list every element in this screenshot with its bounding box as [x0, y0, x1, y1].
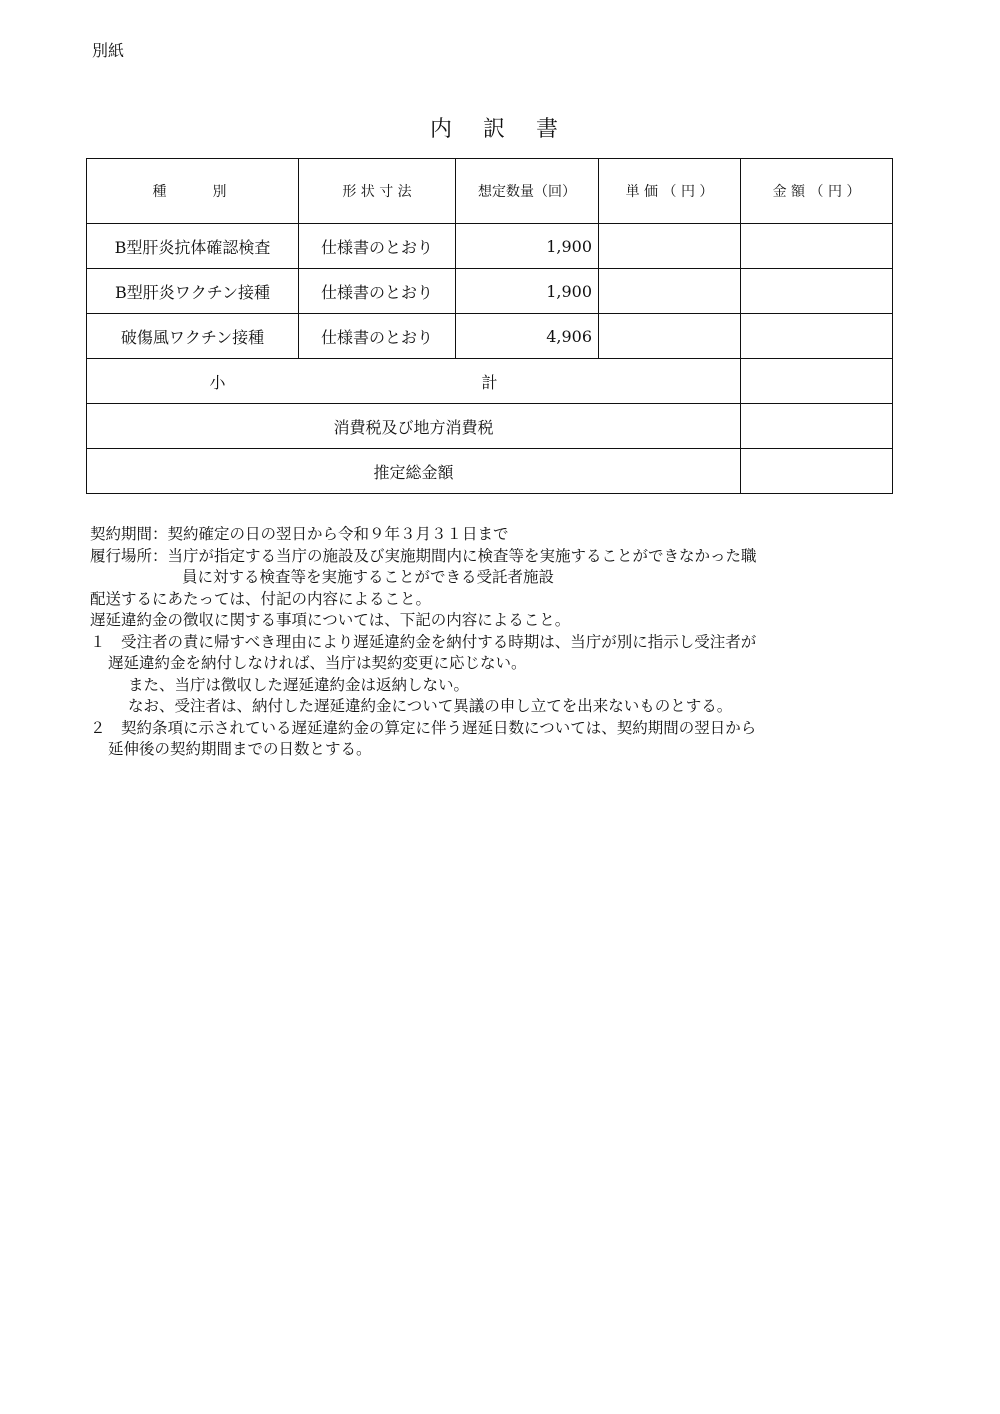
breakdown-table	[86, 158, 893, 494]
delivery-note: 配送するにあたっては、付記の内容によること。	[90, 589, 432, 608]
subtotal-amount	[741, 359, 893, 404]
table-row	[87, 224, 893, 269]
header-quantity: 想定数量（回）	[456, 159, 599, 224]
header-type: 種 別	[87, 159, 299, 224]
row-quantity: 1,900	[456, 269, 599, 314]
total-row	[87, 449, 893, 494]
total-label: 推定総金額	[87, 449, 741, 494]
header-amount: 金 額 （ 円 ）	[741, 159, 893, 224]
subtotal-row	[87, 359, 893, 404]
penalty-item-1-cont: 遅延違約金を納付しなければ、当庁は契約変更に応じない。	[108, 654, 527, 672]
document-title: 内 訳 書	[430, 117, 570, 142]
row-type: B型肝炎抗体確認検査	[87, 224, 299, 269]
notes-section	[90, 524, 900, 761]
penalty-item-1: １ 受注者の責に帰すべき理由により遅延違約金を納付する時期は、当庁が別に指示し受注者が	[90, 632, 757, 651]
penalty-item-1-cont: また、当庁は徴収した遅延違約金は返納しない。	[128, 675, 470, 694]
penalty-intro: 遅延違約金の徴収に関する事項については、下記の内容によること。	[90, 611, 571, 629]
row-spec: 仕様書のとおり	[299, 224, 456, 269]
row-spec: 仕様書のとおり	[299, 314, 456, 359]
row-quantity: 1,900	[456, 224, 599, 269]
row-unit-price	[599, 314, 741, 359]
penalty-item-1-cont: なお、受注者は、納付した遅延違約金について異議の申し立てを出来ないものとする。	[128, 697, 733, 715]
row-type: B型肝炎ワクチン接種	[87, 269, 299, 314]
location-line: 員に対する検査等を実施することができる受託者施設	[182, 568, 555, 586]
row-spec: 仕様書のとおり	[299, 269, 456, 314]
header-spec: 形 状 寸 法	[299, 159, 456, 224]
tax-label: 消費税及び地方消費税	[87, 404, 741, 449]
table-row	[87, 269, 893, 314]
header-unit-price: 単 価 （ 円 ）	[599, 159, 741, 224]
tax-amount	[741, 404, 893, 449]
penalty-item-2-cont: 延伸後の契約期間までの日数とする。	[108, 740, 372, 758]
row-type: 破傷風ワクチン接種	[87, 314, 299, 359]
row-quantity: 4,906	[456, 314, 599, 359]
location-line: 履行場所：当庁が指定する当庁の施設及び実施期間内に検査等を実施することができなかった職	[90, 546, 757, 565]
tax-row	[87, 404, 893, 449]
row-amount	[741, 224, 893, 269]
table-header-row	[87, 159, 893, 224]
row-amount	[741, 314, 893, 359]
subtotal-label: 小 計	[87, 359, 741, 404]
attachment-label: 別紙	[92, 41, 125, 60]
table-row	[87, 314, 893, 359]
total-amount	[741, 449, 893, 494]
penalty-item-2: ２ 契約条項に示されている遅延違約金の算定に伴う遅延日数については、契約期間の翌日から	[90, 718, 757, 737]
row-unit-price	[599, 224, 741, 269]
row-unit-price	[599, 269, 741, 314]
row-amount	[741, 269, 893, 314]
contract-period: 契約期間：契約確定の日の翌日から令和９年３月３１日まで	[90, 525, 509, 543]
